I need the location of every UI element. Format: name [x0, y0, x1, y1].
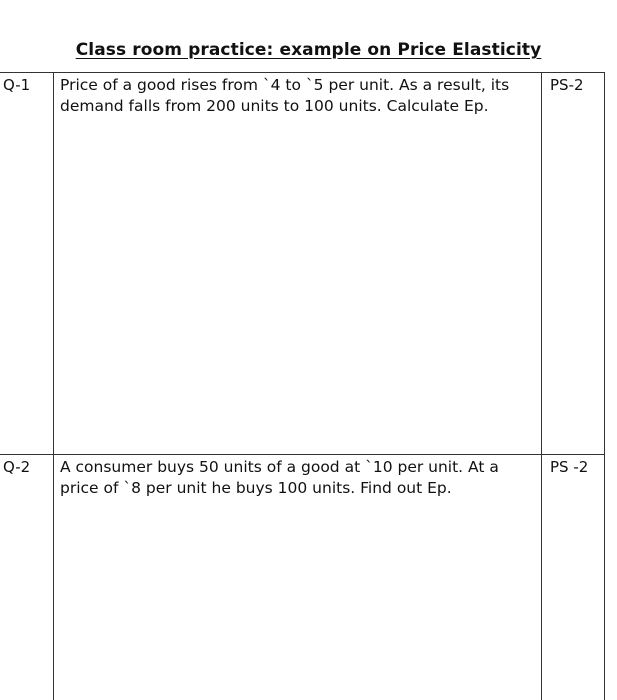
page-title: Class room practice: example on Price Elasticity [75, 40, 542, 60]
question-number: Q-1 [3, 76, 31, 94]
table-right-border [604, 72, 605, 700]
row-divider [0, 454, 605, 455]
question-text: Price of a good rises from `4 to `5 per unit. As a result, its demand falls from 200 units to 100 units. Calculate Ep. [60, 76, 510, 115]
ps-reference: PS -2 [550, 458, 589, 476]
question-number: Q-2 [3, 458, 31, 476]
ps-reference: PS-2 [550, 76, 584, 94]
question-text: A consumer buys 50 units of a good at `10 per unit. At a price of `8 per unit he buys 100 units. Find out Ep. [60, 458, 499, 497]
table-top-border [0, 72, 605, 73]
column-divider-left [53, 72, 54, 700]
column-divider-right [541, 72, 542, 700]
